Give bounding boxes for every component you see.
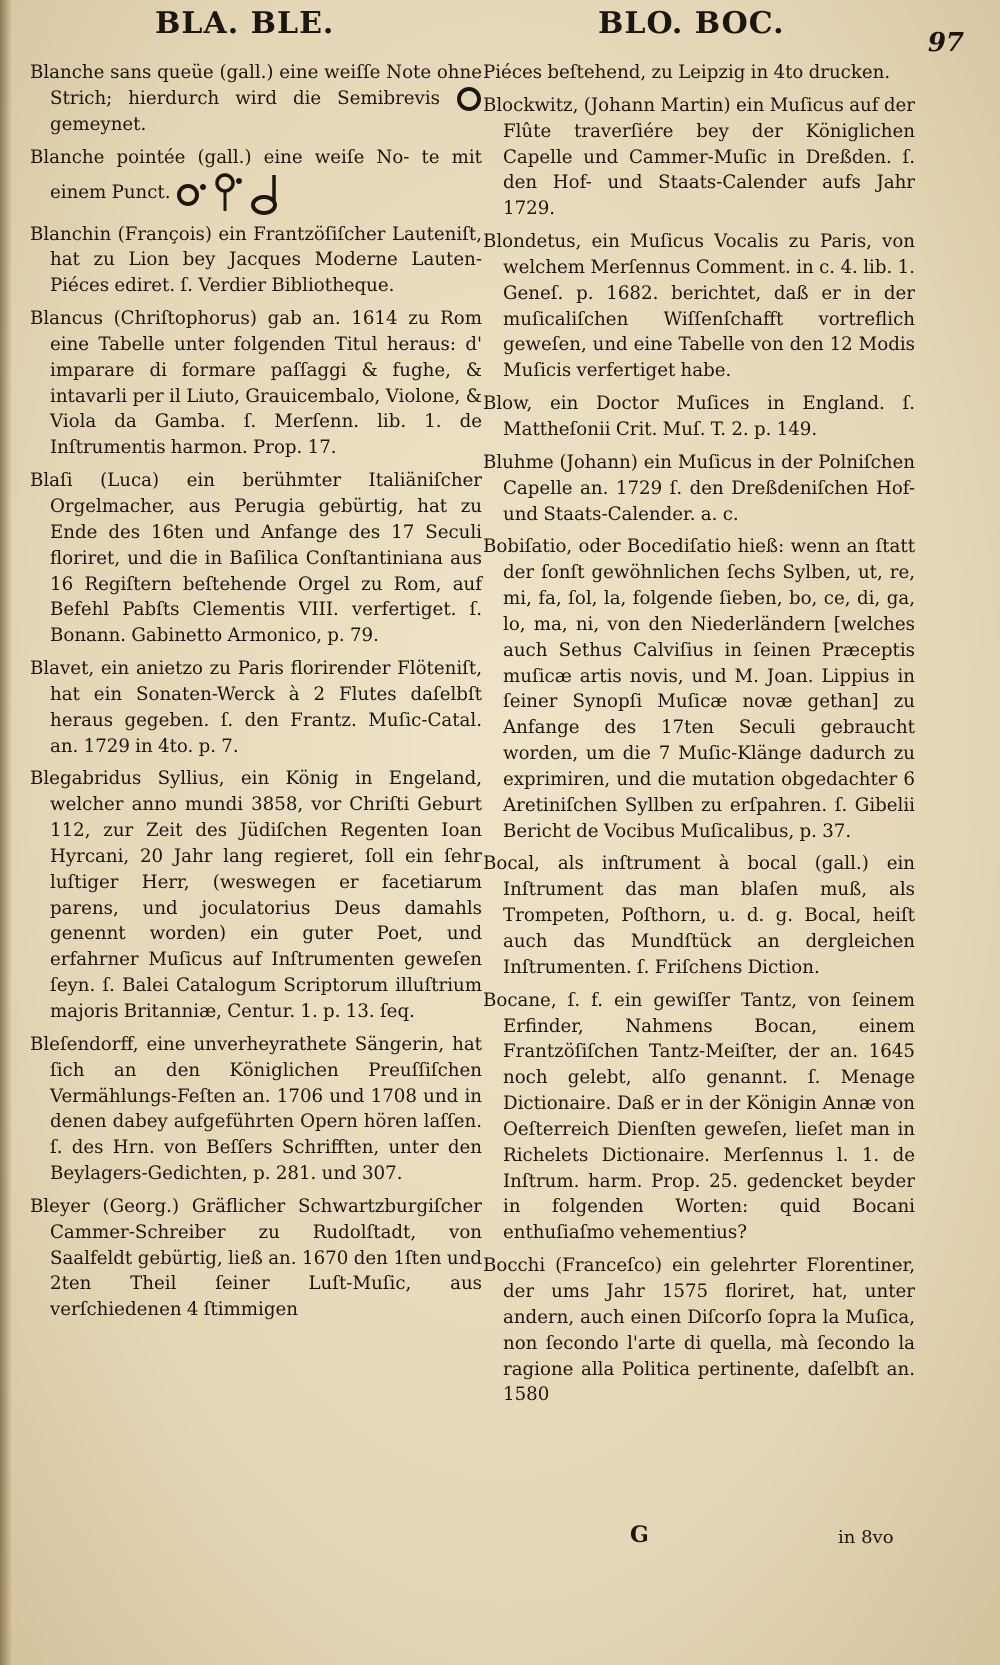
entry-blanchin: Blanchin (François) ein Frantzöſiſcher Lauteniſt, hat zu Lion bey Jacques Moderne Lauten-Piéces ediret. ſ. Verdier Bibliotheque. <box>30 223 482 297</box>
entry-blanche-pointee <box>30 145 482 215</box>
entry-text: Blanche pointée (gall.) eine weiſe No- <box>30 146 410 168</box>
left-column <box>30 60 482 1330</box>
entry-bocchi: Bocchi (Franceſco) ein gelehrter Florentiner, der ums Jahr 1575 floriret, hat, unter andern, auch einen Diſcorſo ſopra la Muſica, non ſecondo l'arte di quella, mà ſecondo la ragione alla Politica pertinente, daſelbſt an. 1580 <box>483 1255 915 1406</box>
dotted-half-note-with-stem-icon <box>213 173 243 213</box>
right-column <box>483 60 915 1415</box>
running-head-left: BLA. BLE. <box>155 6 335 41</box>
entry-blanche-sans-queue <box>30 60 482 138</box>
entry-bocal: Bocal, als inſtrument à bocal (gall.) ein Inſtrument das man blaſen muß, als Trompeten, Poſthorn, u. d. g. Bocal, heiſt auch das Mundſtück an dergleichen Inſtrumenten. ſ. Friſchens Diction. <box>483 853 915 978</box>
entry-bleyer: Bleyer (Georg.) Gräflicher Schwartzburgiſcher Cammer-Schreiber zu Rudolſtadt, von Saalfeldt gebürtig, ließ an. 1670 den 1ſten und 2ten Theil ſeiner Luſt-Muſic, aus verſchiedenen 4 ſtimmigen <box>30 1195 482 1321</box>
whole-note-icon <box>456 86 482 112</box>
entry-blavet: Blavet, ein anietzo zu Paris florirender Flöteniſt, hat ein Sonaten-Werck à 2 Flutes daſelbſt heraus gegeben. ſ. den Frantz. Muſic-Catal. an. 1729 in 4to. p. 7. <box>30 658 482 757</box>
entry-blockwitz: Blockwitz, (Johann Martin) ein Muſicus auf der Flûte traverſiére bey der Königlichen Capelle und Cammer-Muſic in Dreßden. ſ. den Hof- und Staats-Calender aufs Jahr 1729. <box>483 94 915 220</box>
page-gutter-shadow <box>0 0 12 1665</box>
entry-blondetus: Blondetus, ein Muſicus Vocalis zu Paris, von welchem Merſennus Comment. in c. 4. lib. 1. Geneſ. p. 1682. berichtet, daß er in der muſicaliſchen Wiſſenſchafft vortreflich geweſen, und eine Tabelle von den 12 Modis Muſicis verfertiget habe. <box>483 231 915 382</box>
entry-blegabridus: Blegabridus Syllius, ein König in Engeland, welcher anno mundi 3858, vor Chriſti Geburt 112, zur Zeit des Jüdiſchen Regenten Ioan Hyrcani, 20 Jahr lang regieret, ſoll ein ſehr luſtiger Herr, (weswegen er facetiarum parens, und joculatorius Deus damahls genennt worden) ein guter Poet, und erfahrner Muſicus auf Inſtrumenten geweſen ſeyn. ſ. Balei Catalogum Scriptorum illuſtrium majoris Britanniæ, Centur. 1. p. 13. ſeq. <box>30 768 482 1022</box>
catchword: in 8vo <box>838 1527 894 1548</box>
signature-mark: G <box>630 1522 649 1548</box>
entry-bleyer-continued: Piéces beſtehend, zu Leipzig in 4to drucken. <box>483 62 891 83</box>
dotted-whole-note-icon <box>176 179 208 207</box>
entry-blancus: Blancus (Chriſtophorus) gab an. 1614 zu Rom eine Tabelle unter folgenden Titul heraus: d' imparare di formare paſſaggi & fughe, & intavarli per il Liuto, Grauicembalo, Violone, & Viola da Gamba. ſ. Merſenn. lib. 1. de Inſtrumentis harmon. Prop. 17. <box>30 308 482 459</box>
entry-tail: gemeynet. <box>50 113 147 135</box>
entry-blow: Blow, ein Doctor Muſices in England. ſ. Mattheſonii Crit. Muſ. T. 2. p. 149. <box>483 393 915 440</box>
page-number: 97 <box>927 28 964 58</box>
entry-tail: te mit einem Punct. <box>50 146 482 203</box>
entry-blesendorff: Bleſendorff, eine unverheyrathete Sängerin, hat ſich an den Königlichen Preuſſiſchen Vermählungs-Feſten an. 1706 und 1708 und in denen dabey aufgeführten Opern hören laſſen. ſ. des Hrn. von Beſſers Schrifften, unter den Beylagers-Gedichten, p. 281. und 307. <box>30 1033 482 1185</box>
entry-bocane: Bocane, ſ. f. ein gewiſſer Tantz, von ſeinem Erfinder, Nahmens Bocan, einem Frantzöſiſchen Tantz-Meiſter, der an. 1645 noch gelebt, alſo genannt. ſ. Menage Dictionaire. Daß er in der Königin Annæ von Oeſterreich Dienſten geweſen, lieſet man in Richelets Dictionaire. Merſennus l. 1. de Inſtrum. harm. Prop. 25. gedencket beyder in folgenden Worten: quid Bocani enthuſiaſmo vehementius? <box>483 989 915 1244</box>
entry-text: Blanche sans queüe (gall.) eine weiſſe Note ohne Strich; hierdurch wird die Semibrevis <box>30 62 482 109</box>
entry-blasi: Blaſi (Luca) ein berühmter Italiäniſcher Orgelmacher, aus Perugia gebürtig, hat zu Ende des 16ten und Anfange des 17 Seculi floriret, und die in Baſilica Conſtantiniana aus 16 Regiſtern beſtehende Orgel zu Rom, auf Befehl Pabſts Clementis VIII. verfertiget. ſ. Bonann. Gabinetto Armonico, p. 79. <box>30 470 482 647</box>
half-note-icon <box>248 171 282 215</box>
entry-bluhme: Bluhme (Johann) ein Muſicus in der Polniſchen Capelle an. 1729 ſ. den Dreßdeniſchen Hof- und Staats-Calender. a. c. <box>483 451 915 525</box>
entry-bobisatio: Bobiſatio, oder Bocediſatio hieß: wenn an ſtatt der ſonſt gewöhnlichen ſechs Sylben, ut, re, mi, fa, ſol, la, folgende ſieben, bo, ce, di, ga, lo, ma, ni, von den Niederländern [welches auch Sethus Calviſius in ſeinen Præceptis muſicæ artis novis, und M. Joan. Lippius in ſeiner Synopſi Muſicæ novæ gethan] zu Anfange des 17ten Seculi gebraucht worden, um die 7 Muſic-Klänge dadurch zu exprimiren, und die mutation obgedachter 6 Aretiniſchen Syllben zu erſpahren. ſ. Gibelii Bericht de Vocibus Muſicalibus, p. 37. <box>483 536 915 842</box>
running-head-right: BLO. BOC. <box>598 6 785 41</box>
